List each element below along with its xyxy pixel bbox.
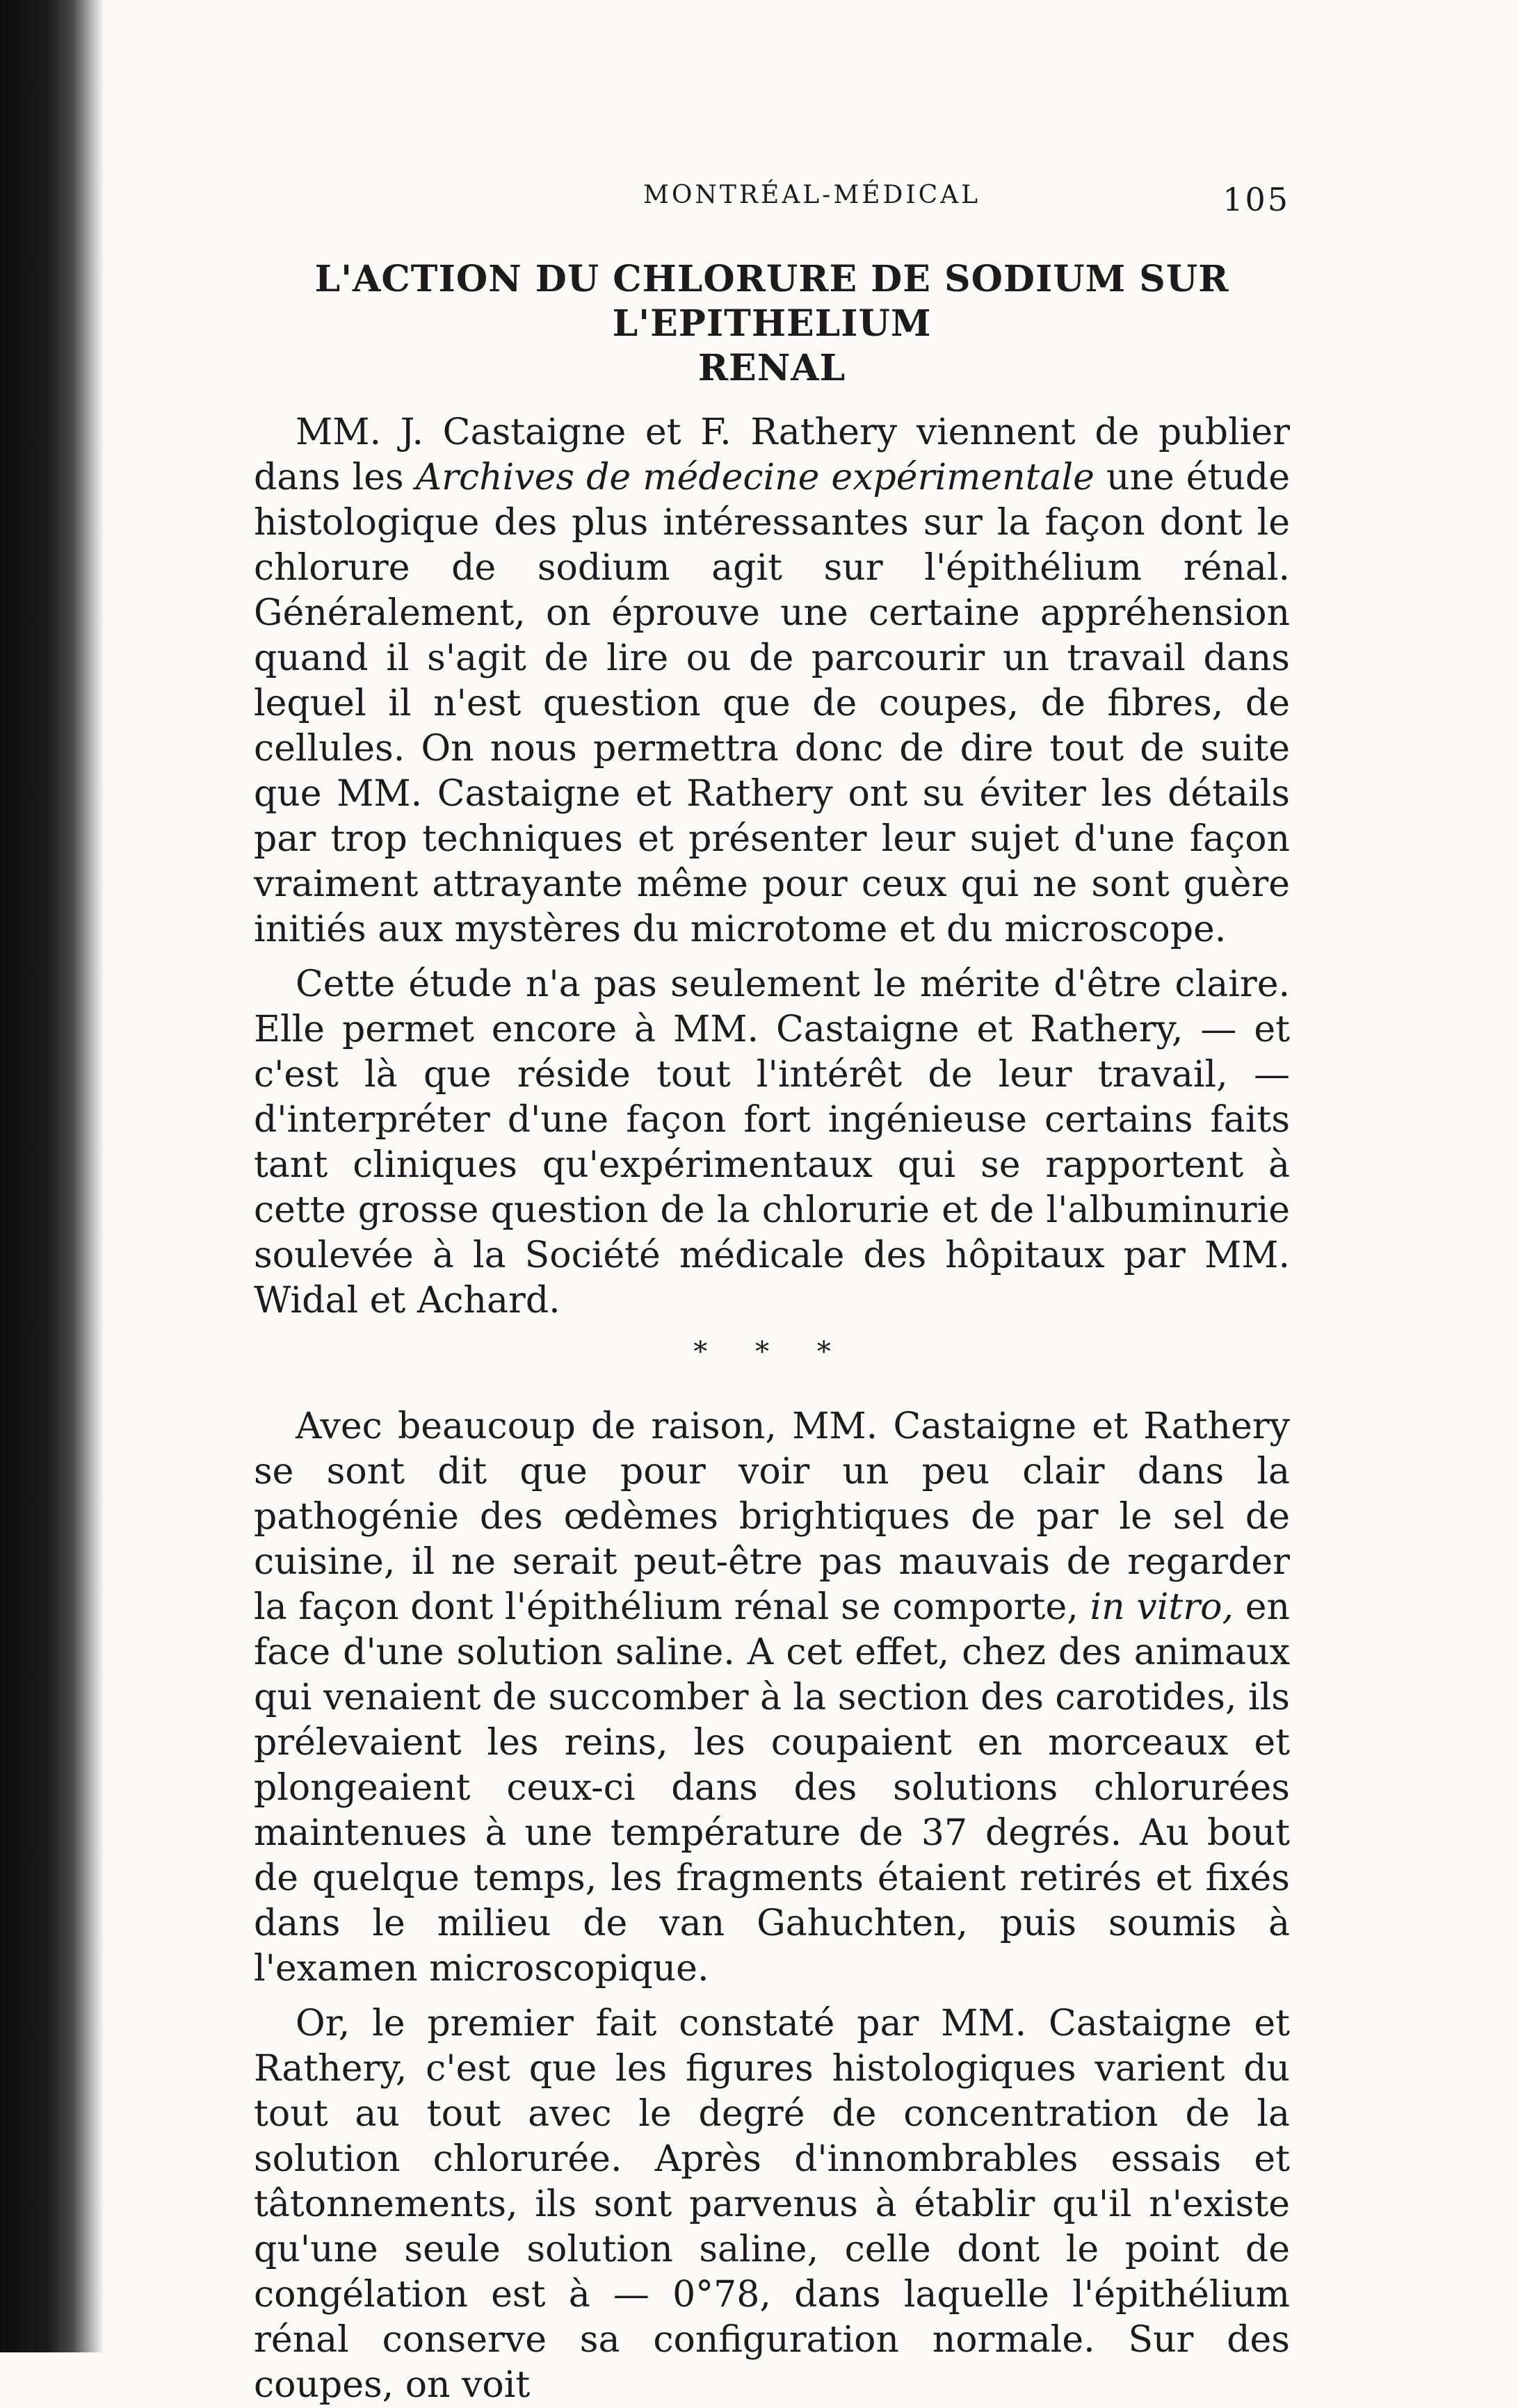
paragraph-3-start: Avec beaucoup de raison, MM. Castaigne et Rathery se sont dit que pour voir un peu clair dans la pathogénie des œdèmes brightiques de par le sel de cuisine, il ne serait peut-être pas mauvais de regarder la façon dont l'épithélium rénal se comporte,: [254, 1406, 1290, 1628]
article-title-line1: L'ACTION DU CHLORURE DE SODIUM SUR L'EPITHELIUM: [314, 258, 1229, 345]
paragraph-1: [254, 410, 1290, 952]
paragraph-4: Or, le premier fait constaté par MM. Castaigne et Rathery, c'est que les figures histologiques varient du tout au tout avec le degré de concentration de la solution chlorurée. Après d'innombrables essais et tâtonnements, ils sont parvenus à établir qu'il n'existe qu'une seule solution saline, celle dont le point de congélation est à — 0°78, dans laquelle l'épithélium rénal conserve sa configuration normale. Sur des coupes, on voit: [254, 2003, 1290, 2406]
in-vitro-term: in vitro,: [1090, 1586, 1234, 1628]
article-title: [254, 257, 1290, 391]
book-binding-shadow: [0, 0, 104, 2352]
paragraph-1-start: MM. J. Castaigne et F. Rathery viennent de publier dans les: [254, 412, 1290, 498]
paragraph-2: Cette étude n'a pas seulement le mérite d'être claire. Elle permet encore à MM. Castaigne et Rathery, — et c'est là que réside tout l'intérêt de leur travail, — d'interpréter d'une façon fort ingénieuse certains faits tant cliniques qu'expérimentaux qui se rapportent à cette grosse question de la chlorurie et de l'albuminurie soulevée à la Société médicale des hôpitaux par MM. Widal et Achard.: [254, 963, 1290, 1321]
paragraph-3: [254, 1404, 1290, 1992]
paragraph-3-rest: en face d'une solution saline. A cet effet, chez des animaux qui venaient de succomber à la section des carotides, ils prélevaient les reins, les coupaient en morceaux et plongeaient ceux-ci dans des solutions chlorurées maintenues à une température de 37 degrés. Au bout de quelque temps, les fragments étaient retirés et fixés dans le milieu de van Gahuchten, puis soumis à l'examen microscopique.: [254, 1586, 1291, 1990]
journal-title: Archives de médecine expérimentale: [415, 457, 1095, 498]
article-title-line2: RENAL: [697, 347, 846, 389]
running-head: [254, 181, 1290, 229]
section-separator: * * *: [693, 1336, 850, 1368]
running-head-title: MONTRÉAL-MÉDICAL: [643, 181, 981, 209]
page-number: 105: [1222, 181, 1290, 218]
page: [254, 181, 1290, 2408]
paragraph-1-rest: une étude histologique des plus intéressantes sur la façon dont le chlorure de sodium agit sur l'épithélium rénal. Généralement, on éprouve une certaine appréhension quand il s'agit de lire ou de parcourir un travail dans lequel il n'est question que de coupes, de fibres, de cellules. On nous permettra donc de dire tout de suite que MM. Castaigne et Rathery ont su éviter les détails par trop techniques et présenter leur sujet d'une façon vraiment attrayante même pour ceux qui ne sont guère initiés aux mystères du microtome et du microscope.: [254, 457, 1290, 950]
